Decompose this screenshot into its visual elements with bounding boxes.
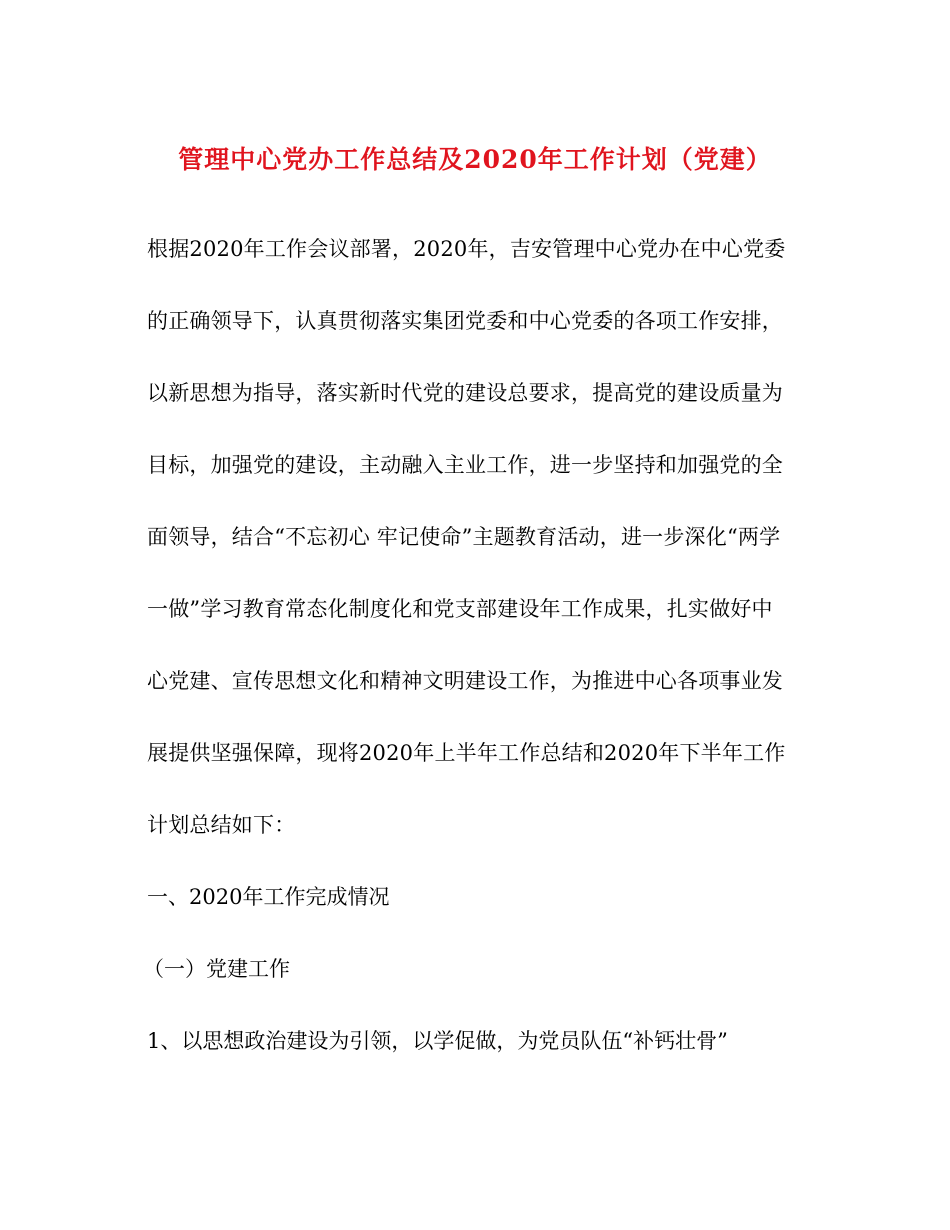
paragraph-line: 目标，加强党的建设，主动融入主业工作，进一步坚持和加强党的全 — [147, 453, 783, 477]
paragraph-line: 展提供坚强保障，现将2020年上半年工作总结和2020年下半年工作 — [147, 741, 786, 765]
paragraph-line: 面领导，结合“不忘初心 牢记使命”主题教育活动，进一步深化“两学 — [147, 525, 781, 549]
intro-paragraph — [147, 225, 807, 873]
item-heading: 1、以思想政治建设为引领，以学促做，为党员队伍“补钙壮骨” — [147, 1029, 728, 1053]
paragraph-line: 根据2020年工作会议部署，2020年，吉安管理中心党办在中心党委 — [147, 237, 786, 261]
paragraph-line: 以新思想为指导，落实新时代党的建设总要求，提高党的建设质量为 — [147, 381, 783, 405]
paragraph-line: 一做”学习教育常态化制度化和党支部建设年工作成果，扎实做好中 — [147, 597, 773, 621]
paragraph-line: 计划总结如下： — [147, 813, 296, 837]
paragraph-line: 的正确领导下，认真贯彻落实集团党委和中心党委的各项工作安排， — [147, 309, 783, 333]
paragraph-line: 心党建、宣传思想文化和精神文明建设工作，为推进中心各项事业发 — [147, 669, 783, 693]
document-title: 管理中心党办工作总结及2020年工作计划（党建） — [178, 145, 772, 174]
subsection-heading: （一）党建工作 — [143, 957, 290, 981]
section-heading: 一、2020年工作完成情况 — [147, 885, 390, 909]
